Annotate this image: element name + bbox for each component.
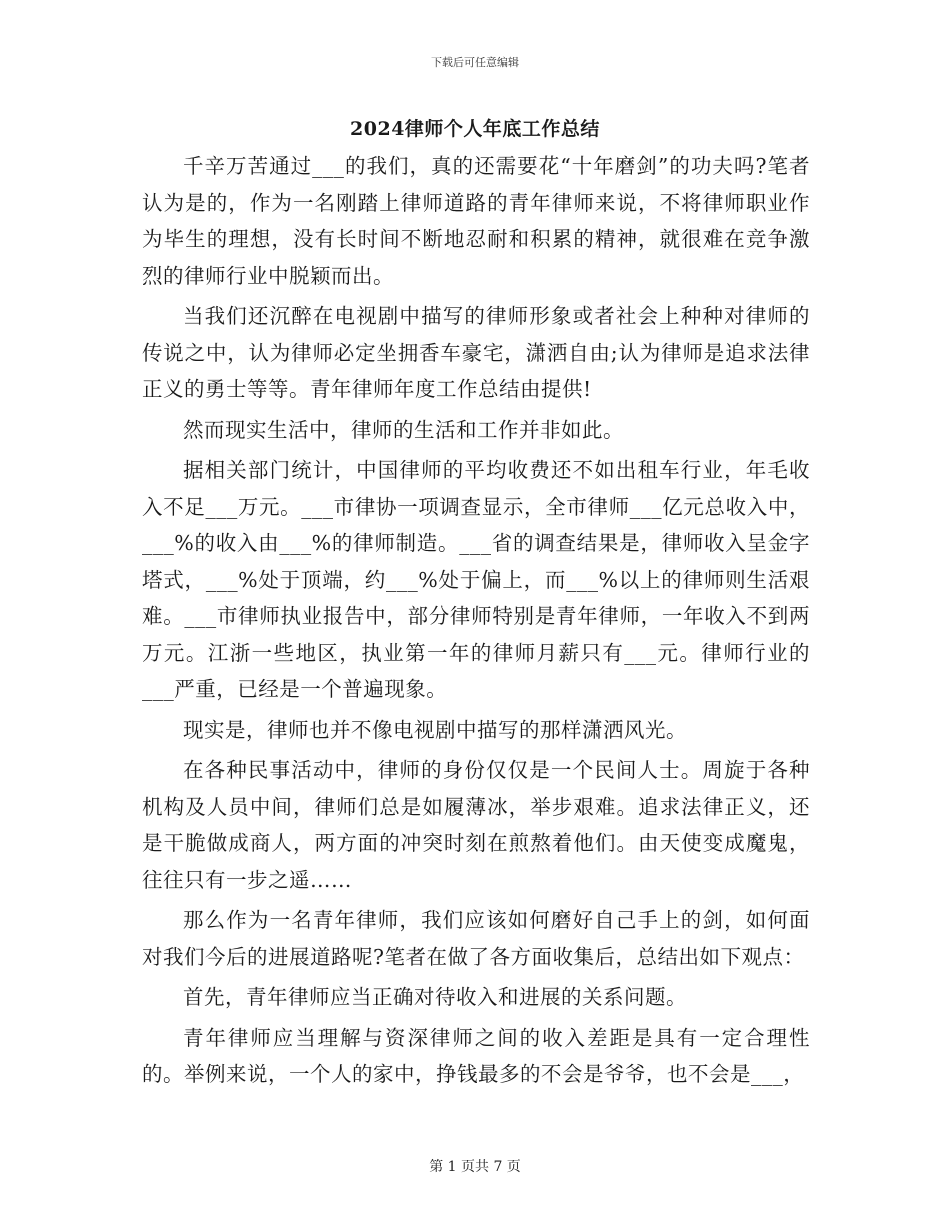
paragraph: 现实是，律师也并不像电视剧中描写的那样潇洒风光。 xyxy=(183,717,687,742)
document-title: 2024律师个人年底工作总结 xyxy=(350,118,600,140)
paragraph: 在各种民事活动中，律师的身份仅仅是一个民间人士。周旋于各种机构及人员中间，律师们总是如履薄冰，举步艰难。追求法律正义，还是干脆做成商人，两方面的冲突时刻在煎熬着他们。由天使变成魔鬼，往往只有一步之遥…… xyxy=(142,758,810,892)
paragraph: 千辛万苦通过___的我们，真的还需要花“十年磨剑”的功夫吗?笔者认为是的，作为一名刚踏上律师道路的青年律师来说，不将律师职业作为毕生的理想，没有长时间不断地忍耐和积累的精神，就很难在竞争激烈的律师行业中脱颖而出。 xyxy=(142,154,810,288)
page-header-note: 下载后可任意编辑 xyxy=(431,56,519,69)
paragraph: 青年律师应当理解与资深律师之间的收入差距是具有一定合理性的。举例来说，一个人的家中，挣钱最多的不会是爷爷，也不会是___， xyxy=(142,1025,810,1086)
page-number: 第 1 页共 7 页 xyxy=(429,1159,521,1175)
paragraph: 据相关部门统计，中国律师的平均收费还不如出租车行业，年毛收入不足___万元。___市律协一项调查显示，全市律师___亿元总收入中，___%的收入由___%的律师制造。___省的调查结果是，律师收入呈金字塔式，___%处于顶端，约___%处于偏上，而___%以上的律师则生活艰难。___市律师执业报告中，部分律师特别是青年律师，一年收入不到两万元。江浙一些地区，执业第一年的律师月薪只有___元。律师行业的___严重，已经是一个普遍现象。 xyxy=(142,458,810,701)
paragraph: 那么作为一名青年律师，我们应该如何磨好自己手上的剑，如何面对我们今后的进展道路呢?笔者在做了各方面收集后，总结出如下观点： xyxy=(142,908,810,969)
document-body xyxy=(142,148,810,1097)
paragraph: 当我们还沉醉在电视剧中描写的律师形象或者社会上种种对律师的传说之中，认为律师必定坐拥香车豪宅，潇洒自由;认为律师是追求法律正义的勇士等等。青年律师年度工作总结由提供! xyxy=(142,304,810,401)
paragraph: 然而现实生活中，律师的生活和工作并非如此。 xyxy=(183,417,624,442)
paragraph: 首先，青年律师应当正确对待收入和进展的关系问题。 xyxy=(183,985,687,1009)
